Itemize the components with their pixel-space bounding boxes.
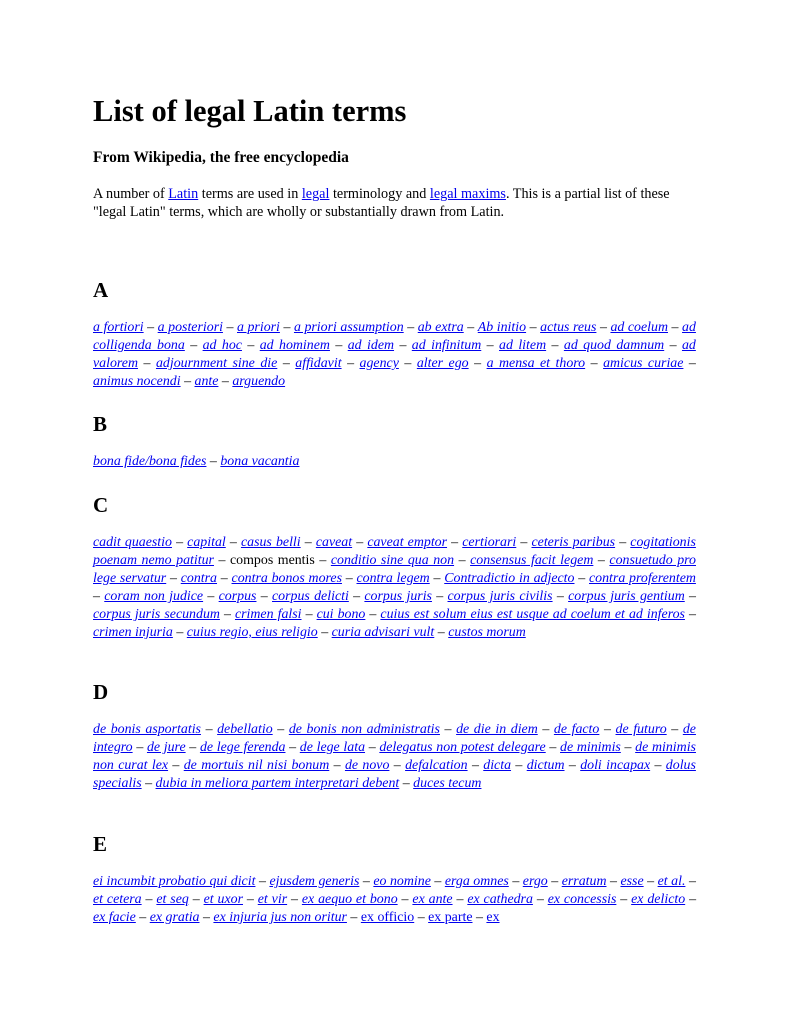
- term-link[interactable]: ad infinitum: [411, 338, 482, 353]
- term-separator: –: [189, 740, 197, 755]
- term-separator: –: [176, 625, 184, 640]
- term-link[interactable]: a fortiori: [93, 320, 144, 335]
- term-separator: –: [356, 535, 364, 550]
- term-separator: –: [434, 874, 442, 889]
- term-separator: –: [393, 758, 401, 773]
- term-separator: –: [404, 356, 412, 371]
- term-separator: –: [190, 338, 198, 353]
- term-link[interactable]: contra bonos mores: [231, 571, 342, 586]
- term-link[interactable]: et seq: [156, 892, 189, 907]
- term-link[interactable]: dicta: [483, 758, 512, 773]
- term-separator: –: [436, 589, 444, 604]
- term-link[interactable]: ejusdem generis: [269, 874, 360, 889]
- term-separator: –: [93, 589, 100, 604]
- term-separator: –: [321, 625, 329, 640]
- term-separator: –: [402, 776, 410, 791]
- term-separator: –: [362, 874, 370, 889]
- term-separator: –: [620, 892, 628, 907]
- term-separator: –: [529, 320, 537, 335]
- term-separator: –: [458, 553, 466, 568]
- term-separator: –: [143, 356, 151, 371]
- term-separator: –: [647, 874, 655, 889]
- term-link[interactable]: dictum: [526, 758, 565, 773]
- term-separator: –: [597, 553, 605, 568]
- term-link[interactable]: ex concessis: [547, 892, 617, 907]
- term-link[interactable]: crimen injuria: [93, 625, 173, 640]
- term-separator: –: [176, 535, 184, 550]
- term-separator: –: [139, 910, 147, 925]
- term-separator: –: [610, 874, 617, 889]
- term-link[interactable]: cogitationis poenam nemo patitur: [93, 535, 696, 568]
- term-separator: –: [147, 320, 155, 335]
- term-link[interactable]: a priori: [237, 320, 280, 335]
- term-separator: –: [512, 874, 520, 889]
- term-link[interactable]: ad hoc: [202, 338, 242, 353]
- term-link[interactable]: casus belli: [240, 535, 301, 550]
- term-link[interactable]: dubia in meliora partem interpretari debent: [155, 776, 400, 791]
- term-separator: –: [304, 535, 312, 550]
- link-latin[interactable]: Latin: [168, 186, 199, 202]
- section-heading-e: E: [93, 832, 108, 856]
- term-link[interactable]: a posteriori: [157, 320, 223, 335]
- section-heading-d: D: [93, 680, 109, 704]
- term-link[interactable]: ceteris paribus: [531, 535, 616, 550]
- term-link[interactable]: ex: [486, 910, 500, 925]
- terms-list-e: [93, 873, 696, 927]
- term-link[interactable]: corpus delicti: [272, 589, 349, 604]
- term-separator: –: [542, 722, 550, 737]
- term-link[interactable]: cuius regio, eius religio: [186, 625, 318, 640]
- term-link[interactable]: de facto: [553, 722, 600, 737]
- term-link[interactable]: et uxor: [203, 892, 243, 907]
- term-link[interactable]: curia advisari vult: [331, 625, 435, 640]
- term-separator: –: [669, 338, 677, 353]
- term-separator: –: [136, 740, 144, 755]
- term-link[interactable]: Contradictio in adjecto: [444, 571, 575, 586]
- term-link[interactable]: doli incapax: [580, 758, 651, 773]
- term-separator: –: [258, 874, 266, 889]
- term-separator: –: [671, 722, 679, 737]
- term-link[interactable]: de bonis asportatis: [93, 722, 201, 737]
- intro-text: A number of: [93, 186, 169, 202]
- term-separator: –: [471, 758, 479, 773]
- term-link[interactable]: adjournment sine die: [155, 356, 278, 371]
- term-link[interactable]: bona vacantia: [220, 454, 300, 469]
- term-link[interactable]: duces tecum: [413, 776, 482, 791]
- term-separator: –: [556, 589, 564, 604]
- term-link[interactable]: de minimis: [560, 740, 621, 755]
- term-separator: –: [444, 722, 452, 737]
- term-link[interactable]: et cetera: [93, 892, 142, 907]
- term-separator: –: [223, 607, 231, 622]
- term-link[interactable]: ad valorem: [93, 338, 696, 371]
- term-separator: –: [456, 892, 464, 907]
- term-separator: –: [350, 910, 358, 925]
- term-separator: –: [688, 356, 696, 371]
- term-link[interactable]: cadit quaestio: [93, 535, 172, 550]
- term-link[interactable]: et al.: [657, 874, 686, 889]
- intro-text: terminology and: [329, 186, 430, 202]
- term-link[interactable]: animus nocendi: [93, 374, 181, 389]
- term-separator: –: [145, 892, 153, 907]
- term-link[interactable]: ergo: [522, 874, 548, 889]
- term-separator: –: [437, 625, 445, 640]
- term-separator: –: [335, 338, 343, 353]
- term-link[interactable]: defalcation: [405, 758, 468, 773]
- term-separator: –: [353, 589, 361, 604]
- term-separator: –: [486, 338, 494, 353]
- term-separator: –: [578, 571, 586, 586]
- term-separator: –: [209, 454, 217, 469]
- term-separator: –: [603, 722, 611, 737]
- term-separator: –: [221, 374, 229, 389]
- term-link[interactable]: caveat: [315, 535, 353, 550]
- term-text: compos mentis: [230, 553, 315, 568]
- term-link[interactable]: erratum: [561, 874, 607, 889]
- term-separator: –: [624, 740, 632, 755]
- term-link[interactable]: ad coelum: [610, 320, 668, 335]
- term-link[interactable]: ex facie: [93, 910, 136, 925]
- term-separator: –: [369, 607, 377, 622]
- term-separator: –: [170, 571, 177, 586]
- term-link[interactable]: consensus facit legem: [470, 553, 594, 568]
- term-link[interactable]: ad hominem: [259, 338, 330, 353]
- term-link[interactable]: ex injuria jus non oritur: [213, 910, 347, 925]
- term-link[interactable]: esse: [620, 874, 644, 889]
- term-separator: –: [172, 758, 180, 773]
- term-separator: –: [599, 320, 607, 335]
- term-link[interactable]: de lege ferenda: [199, 740, 286, 755]
- term-separator: –: [207, 589, 215, 604]
- term-separator: –: [433, 571, 441, 586]
- terms-list-b: [93, 453, 696, 471]
- term-link[interactable]: ex aequo et bono: [301, 892, 398, 907]
- term-separator: –: [689, 589, 696, 604]
- section-heading-b: B: [93, 412, 108, 436]
- term-separator: –: [282, 356, 290, 371]
- intro-paragraph: [93, 185, 696, 221]
- term-link[interactable]: corpus: [218, 589, 257, 604]
- term-separator: –: [417, 910, 425, 925]
- term-link[interactable]: corpus juris civilis: [447, 589, 553, 604]
- section-heading-a: A: [93, 278, 109, 302]
- intro-text: . This is a partial list of these "legal Latin" terms, which are wholly or substantially drawn from Latin.: [93, 186, 670, 220]
- term-link[interactable]: agency: [359, 356, 399, 371]
- term-link[interactable]: de novo: [344, 758, 390, 773]
- term-separator: –: [368, 740, 376, 755]
- term-link[interactable]: coram non judice: [104, 589, 204, 604]
- term-link[interactable]: eo nomine: [373, 874, 431, 889]
- term-link[interactable]: custos morum: [448, 625, 526, 640]
- term-separator: –: [260, 589, 268, 604]
- term-link[interactable]: certiorari: [462, 535, 517, 550]
- term-link[interactable]: capital: [187, 535, 226, 550]
- term-link[interactable]: crimen falsi: [234, 607, 302, 622]
- term-separator: –: [467, 320, 475, 335]
- term-link[interactable]: arguendo: [232, 374, 286, 389]
- term-separator: –: [145, 776, 153, 791]
- term-link[interactable]: actus reus: [540, 320, 597, 335]
- term-link[interactable]: de mortuis nil nisi bonum: [183, 758, 330, 773]
- term-separator: –: [475, 910, 483, 925]
- term-separator: –: [347, 356, 355, 371]
- term-separator: –: [549, 740, 557, 755]
- link-legal-maxims[interactable]: legal maxims: [429, 186, 506, 202]
- term-separator: –: [218, 553, 226, 568]
- term-link[interactable]: a mensa et thoro: [486, 356, 586, 371]
- terms-list-d: [93, 721, 696, 793]
- term-link[interactable]: ad colligenda bona: [93, 320, 696, 353]
- term-separator: –: [202, 910, 210, 925]
- term-link[interactable]: ex gratia: [149, 910, 200, 925]
- term-link[interactable]: delegatus non potest delegare: [379, 740, 546, 755]
- term-link[interactable]: dolus specialis: [93, 758, 696, 791]
- term-link[interactable]: cui bono: [316, 607, 366, 622]
- term-separator: –: [283, 320, 291, 335]
- term-link[interactable]: de die in diem: [456, 722, 538, 737]
- term-separator: –: [220, 571, 228, 586]
- page-subtitle: From Wikipedia, the free encyclopedia: [93, 149, 349, 166]
- term-link[interactable]: de bonis non administratis: [288, 722, 440, 737]
- term-separator: –: [590, 356, 598, 371]
- term-separator: –: [291, 892, 298, 907]
- term-separator: –: [551, 874, 559, 889]
- term-link[interactable]: conditio sine qua non: [330, 553, 455, 568]
- term-separator: –: [619, 535, 627, 550]
- term-separator: –: [520, 535, 528, 550]
- term-separator: –: [689, 607, 696, 622]
- term-separator: –: [451, 535, 459, 550]
- term-link[interactable]: et vir: [257, 892, 288, 907]
- term-link[interactable]: de integro: [93, 722, 696, 755]
- term-separator: –: [205, 722, 213, 737]
- term-separator: –: [688, 874, 696, 889]
- term-link[interactable]: ad quod damnum: [563, 338, 665, 353]
- term-separator: –: [333, 758, 341, 773]
- term-link[interactable]: erga omnes: [444, 874, 509, 889]
- term-link[interactable]: ex parte: [428, 910, 473, 925]
- term-link[interactable]: de futuro: [615, 722, 667, 737]
- term-link[interactable]: caveat emptor: [367, 535, 448, 550]
- term-link[interactable]: cuius est solum eius est usque ad coelum et ad inferos: [380, 607, 685, 622]
- term-link[interactable]: affidavit: [295, 356, 342, 371]
- term-link[interactable]: ab extra: [417, 320, 464, 335]
- term-link[interactable]: bona fide/bona fides: [93, 454, 207, 469]
- term-separator: –: [399, 338, 407, 353]
- term-link[interactable]: contra legem: [356, 571, 430, 586]
- term-link[interactable]: ex ante: [412, 892, 453, 907]
- term-link[interactable]: de jure: [146, 740, 186, 755]
- term-link[interactable]: de lege lata: [299, 740, 366, 755]
- term-link[interactable]: ante: [194, 374, 219, 389]
- term-link[interactable]: ex delicto: [631, 892, 686, 907]
- term-link[interactable]: corpus juris gentium: [568, 589, 685, 604]
- term-link[interactable]: ad litem: [499, 338, 547, 353]
- term-separator: –: [226, 320, 234, 335]
- term-separator: –: [407, 320, 415, 335]
- term-link[interactable]: a priori assumption: [293, 320, 404, 335]
- term-separator: –: [345, 571, 353, 586]
- term-link[interactable]: debellatio: [217, 722, 273, 737]
- term-link[interactable]: corpus juris: [364, 589, 432, 604]
- term-separator: –: [689, 892, 697, 907]
- term-separator: –: [305, 607, 313, 622]
- term-separator: –: [289, 740, 297, 755]
- term-link[interactable]: ad idem: [347, 338, 395, 353]
- section-heading-c: C: [93, 493, 109, 517]
- term-separator: –: [184, 374, 192, 389]
- term-link[interactable]: ex cathedra: [467, 892, 533, 907]
- term-link[interactable]: alter ego: [416, 356, 469, 371]
- term-link[interactable]: amicus curiae: [603, 356, 684, 371]
- term-link[interactable]: corpus juris secundum: [93, 607, 220, 622]
- term-link[interactable]: consuetudo pro lege servatur: [93, 553, 696, 586]
- term-separator: –: [474, 356, 482, 371]
- term-link[interactable]: ex officio: [360, 910, 415, 925]
- term-separator: –: [536, 892, 544, 907]
- term-separator: –: [192, 892, 200, 907]
- term-link[interactable]: ei incumbit probatio qui dicit: [93, 874, 256, 889]
- term-separator: –: [246, 892, 254, 907]
- term-separator: –: [229, 535, 237, 550]
- terms-list-c: [93, 534, 696, 642]
- term-separator: –: [401, 892, 409, 907]
- term-separator: –: [247, 338, 255, 353]
- term-separator: –: [277, 722, 285, 737]
- term-separator: –: [568, 758, 576, 773]
- term-separator: –: [319, 553, 327, 568]
- term-link[interactable]: Ab initio: [477, 320, 527, 335]
- term-separator: –: [515, 758, 523, 773]
- term-separator: –: [654, 758, 662, 773]
- term-link[interactable]: de minimis non curat lex: [93, 740, 696, 773]
- terms-list-a: [93, 319, 696, 391]
- link-legal[interactable]: legal: [301, 186, 330, 202]
- term-separator: –: [671, 320, 679, 335]
- term-link[interactable]: contra proferentem: [589, 571, 696, 586]
- intro-text: terms are used in: [198, 186, 302, 202]
- term-separator: –: [551, 338, 559, 353]
- page-title: List of legal Latin terms: [93, 94, 407, 128]
- term-link[interactable]: contra: [180, 571, 218, 586]
